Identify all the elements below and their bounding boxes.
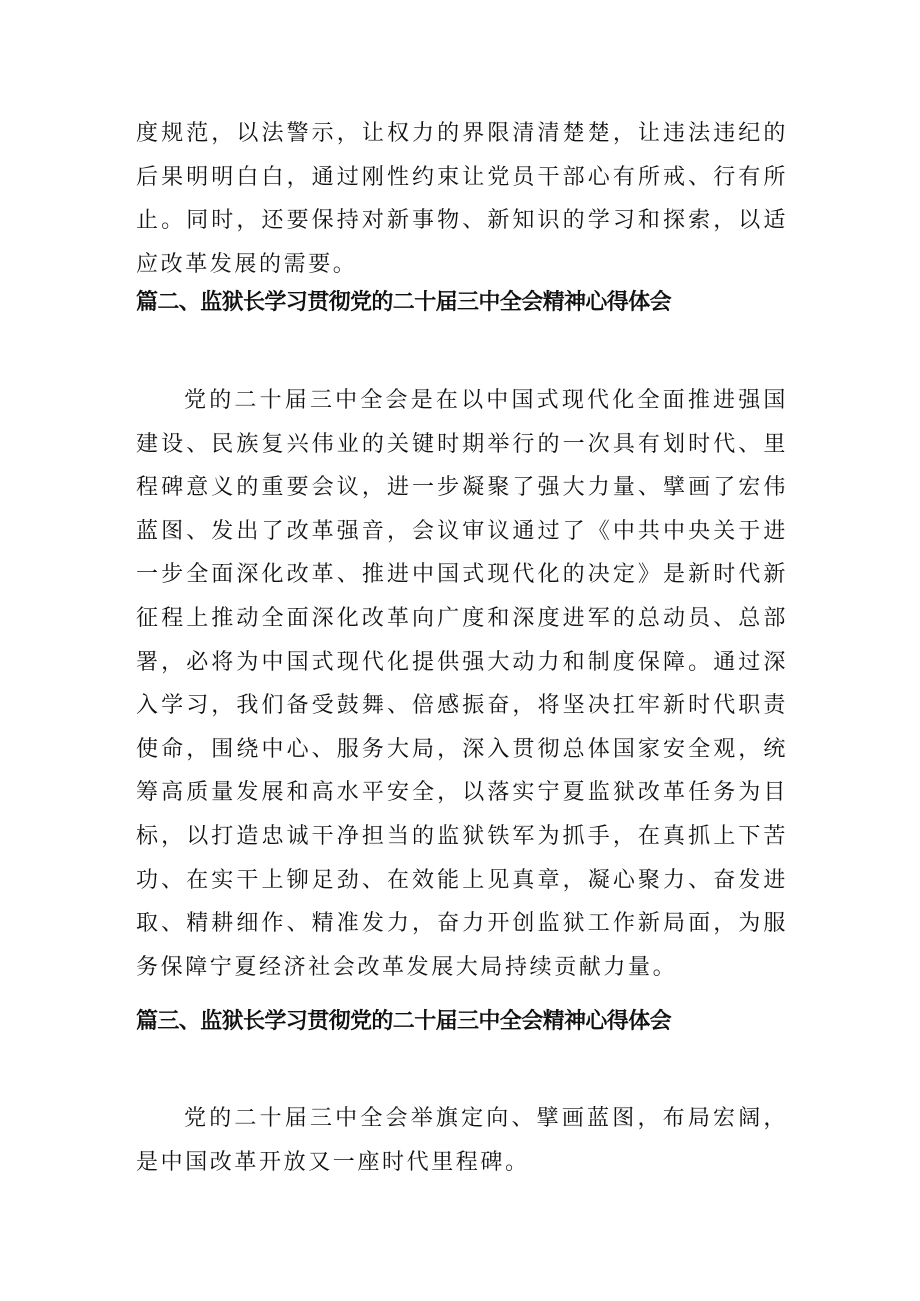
section-paragraph-part3: 党的二十届三中全会举旗定向、擘画蓝图，布局宏阔，是中国改革开放又一座时代里程碑。 xyxy=(136,1106,788,1175)
section-heading-part3: 篇三、监狱长学习贯彻党的二十届三中全会精神心得体会 xyxy=(136,1009,672,1034)
section-heading-part2: 篇二、监狱长学习贯彻党的二十届三中全会精神心得体会 xyxy=(136,290,672,315)
section-body-block xyxy=(136,1097,788,1184)
section-paragraph-part2: 党的二十届三中全会是在以中国式现代化全面推进强国建设、民族复兴伟业的关键时期举行的一次具有划时代、里程碑意义的重要会议，进一步凝聚了强大力量、擘画了宏伟蓝图、发出了改革强音，会议审议通过了《中共中央关于进一步全面深化改革、推进中国式现代化的决定》是新时代新征程上推动全面深化改革向广度和深度进军的总动员、总部署，必将为中国式现代化提供强大动力和制度保障。通过深入学习，我们备受鼓舞、倍感振奋，将坚决扛牢新时代职责使命，围绕中心、服务大局，深入贯彻总体国家安全观，统筹高质量发展和高水平安全，以落实宁夏监狱改革任务为目标，以打造忠诚干净担当的监狱铁军为抓手，在真抓上下苦功、在实干上铆足劲、在效能上见真章，凝心聚力、奋发进取、精耕细作、精准发力，奋力开创监狱工作新局面，为服务保障宁夏经济社会改革发展大局持续贡献力量。 xyxy=(136,388,788,980)
section-heading-block xyxy=(136,1007,788,1037)
continuation-paragraph-block xyxy=(136,112,788,286)
section-body-block xyxy=(136,379,788,989)
continuation-paragraph: 度规范，以法警示，让权力的界限清清楚楚，让违法违纪的后果明明白白，通过刚性约束让党员干部心有所戒、行有所止。同时，还要保持对新事物、新知识的学习和探索，以适应改革发展的需要。 xyxy=(136,121,788,277)
section-heading-block xyxy=(136,288,788,318)
